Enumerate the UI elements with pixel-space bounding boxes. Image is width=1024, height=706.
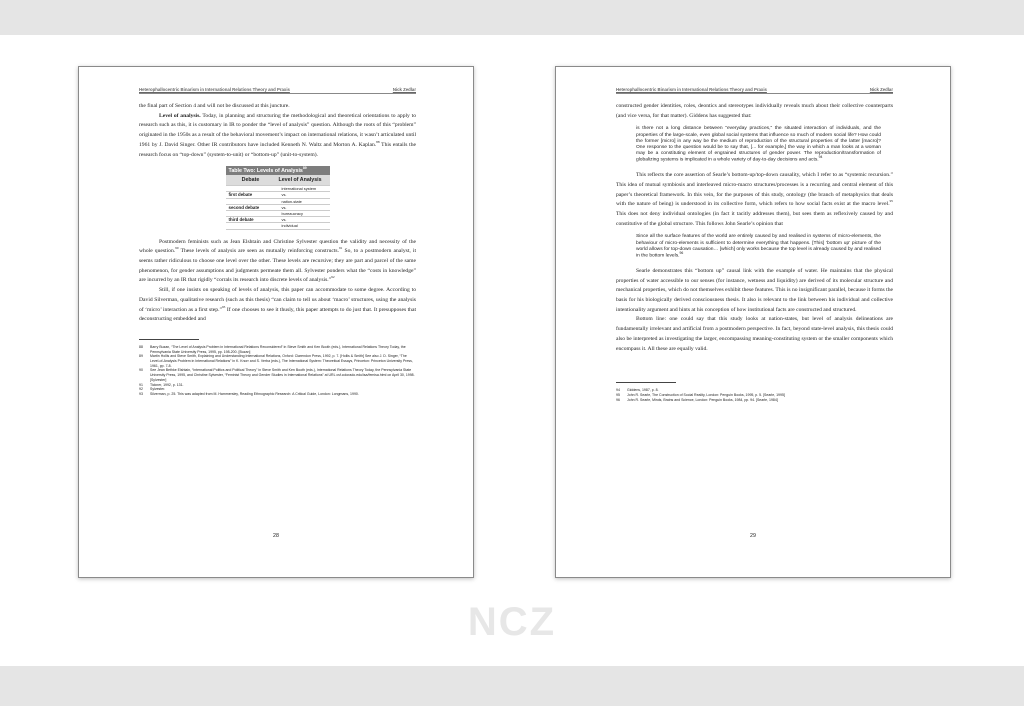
table-row: third debate vs. <box>226 217 330 223</box>
paragraph: Still, if one insists on speaking of levels of analysis, this paper can accommodate to some degree. According to David Silverman, qualitative research (such as this thesis) “can claim to tell us about ‘macro’ structures, using the analysis of ‘micro’ interaction as a first step.”$^{93}$ If one chooses to see it thusly, this paper attempts to do just that. It presupposes that deconstructing embedded and <box>139 287 416 323</box>
footnote: 88 Barry Buzan, “The Level of Analysis Problem in International Relations Reconsidered” in Steve Smith and Ken Booth (eds.), International Relations Theory Today, the Pennsylvania State University Press, 1995, pp. 198-200. [Buzan] <box>139 344 406 354</box>
watermark-logo: NCZ <box>467 600 557 644</box>
footnotes <box>616 388 893 402</box>
table-row: bureaucracy <box>226 211 330 217</box>
paragraph: Postmodern feminists such as Jean Elshtain and Christine Sylvester question the validity and necessity of the whole question.$^{90}$ These levels of analysis are seen as mutually reinforcing constructs.$^{91}$ So, to a postmodern analyst, it seems rather ridiculous to choose one level over the other. These levels are recursive; they are part and parcel of the same phenomenon, for gender assumptions and judgments permeate them all. Sylvester ponders what the “costs in knowledge” are incurred by an IR that rigidly “corrals its research into discrete levels of analysis.”$^{92}$ <box>139 238 416 284</box>
levels-of-analysis-table <box>226 166 330 229</box>
bottom-band <box>0 666 1024 706</box>
header-title: Heterophallocentric Binarism in International Relations Theory and Praxis <box>139 87 290 92</box>
table-title: Table Two: Levels of Analysis$^{89}$ <box>226 166 330 175</box>
footnotes <box>139 345 416 397</box>
paragraph: Level of analysis. Today, in planning and structuring the methodological and theoretical orientations to apply to research such as this, it is customary in IR to ponder the “level of analysis” question. Although the roots of this “problem” originated in the 1950s as a result of the behavioral movement’s impact on international relations, it wasn’t articulated until 1961 by J. David Singer. Other IR contributors have included Kenneth N. Waltz and Morton A. Kaplan.$^{88}$ This entails the research focus on “top-down” (system-to-unit) or “bottom-up” (unit-to-system). <box>139 112 416 158</box>
footnote-divider <box>139 339 199 340</box>
paragraph: constructed gender identities, roles, deontics and stereotypes individually reveals much about their collective counterparts (and vice versa, for that matter). Giddens has suggested that: <box>616 103 893 119</box>
header-author: Nick Zedlar <box>392 87 416 92</box>
page-content <box>139 87 416 397</box>
footnote: 90 See Jean Bethke Elshtain, “International Politics and Political Theory” in Steve Smith and Ken Booth (eds.), International Relations Theory Today, the Pennsylvania State University Press, 1995, and Christine Sylvester, “Feminist Theory and Gender Studies in International Relations” at URL csf.colorado.edu/isa/femisa.html on April 30, 1998. [Sylvester] <box>139 368 415 382</box>
block-quote: Since all the surface features of the world are entirely caused by and realised in systems of micro-elements, the behaviour of micro-elements is sufficient to determine everything that happens. [This] ‘bottom up’ picture of the world allows for top-down causation… [which] only works because the top level is already caused by and realised in the bottom levels.$^{96}$ <box>636 234 881 259</box>
block-quote: is there not a long distance between “everyday practices,” the situated interaction of individuals, and the properties of the large-scale, even global social systems that influence so much of modern social life? How could the former [micro] in any way be the medium of reproduction of the structural properties of the latter [macro]? One response to the question would be to say that, [... for example,] the way in which a man looks at a woman may be a constituting element of engrained structures of gender power. The reproduction/transformation of globalizing systems is implicated in a whole variety of day-to-day decisions and acts.$^{94}$ <box>636 126 881 164</box>
footnote: 93 Silverman, p. 25. This was adapted from M. Hammersley, Reading Ethnographic Research: A Critical Guide, London: Longmans, 1990. <box>139 392 359 396</box>
footnote: 89 Martin Hollis and Steve Smith, Explaining and Understanding International Relations, Oxford: Clarendon Press, 1992, p. 7. [Hollis & Smith] See also J. D. Singer, “The Level-of-Analysis Problem in International Relations” in K. Knorr and S. Verba (eds.), The International System: Theoretical Essays, Princeton: Princeton University Press, 1961, pp. 7-8. <box>139 354 413 368</box>
footnote: 96 John R. Searle, Minds, Brains and Science, London: Penguin Books, 1984, pp. 94. [Searle, 1984] <box>616 397 778 402</box>
top-band <box>0 0 1024 35</box>
table-row: individual <box>226 223 330 229</box>
page-number: 29 <box>750 533 756 539</box>
running-header <box>616 87 893 94</box>
header-title: Heterophallocentric Binarism in International Relations Theory and Praxis <box>616 87 767 92</box>
table-row: first debate vs. <box>226 192 330 198</box>
paragraph: the final part of Section 4 and will not be discussed at this juncture. <box>139 103 290 109</box>
footnote-divider <box>616 382 676 383</box>
footnote: 94 Giddens, 1987, p. 8. <box>616 388 659 393</box>
page-number: 28 <box>273 533 279 539</box>
table-header-row <box>226 175 330 185</box>
footnote: 92 Sylvester. <box>139 387 166 392</box>
column-header-level: Level of Analysis <box>278 177 322 184</box>
table-row: nation-state <box>226 199 330 205</box>
paragraph: This reflects the core assertion of Searle’s bottom-up/top-down causality, which I refer to as “systemic recursion.” This idea of mutual symbiosis and interleaved micro-macro structures/processes is a recurring and central element of this paper’s theoretical framework. In this vein, for the purposes of this study, ontology (the branch of metaphysics that deals with the nature of being) is understood in its collective form, which refers to how social facts exist at the macro level.$^{95}$ This does not deny individual ontologies (in fact it tacitly addresses them), but sees them as reflexively caused by and constitutive of the global structure. This follows John Searle’s opinion that <box>616 172 893 227</box>
document-page-29 <box>555 66 951 578</box>
document-page-28 <box>78 66 474 578</box>
paragraph: Bottom line: one could say that this study looks at nation-states, but level of analysis delineations are fundamentally irrelevant and artificial from a postmodern perspective. In fact, beyond state-level analysis, this thesis could also be interpreted as investigating the larger, encompassing meaning-constituting system or the smaller components which encompass it. All these are equally valid. <box>616 316 893 352</box>
paragraph: Searle demonstrates this “bottom up” causal link with the example of water. He maintains that the physical properties of water accessible to our senses (for instance, wetness and liquidity) are derived of its molecular structure and mechanical properties, which do not themselves exhibit these features. This is no insignificant parallel, because it forms the basis for his biologically derived consciousness thesis. It also is relevant to the link between his individual and collective intentionality argument and hints at his conception of how institutional facts are constructed and structured. <box>616 267 893 313</box>
footnote: 95 John R. Searle, The Construction of Social Reality, London: Penguin Books, 1995, p. 5. [Searle, 1995] <box>616 392 785 397</box>
footnote: 91 Tickner, 1992, p. 131. <box>139 382 184 387</box>
column-header-debate: Debate <box>241 177 260 184</box>
table-row: second debate vs. <box>226 205 330 211</box>
table-row: international system <box>226 186 330 192</box>
running-header <box>139 87 416 94</box>
page-content <box>616 87 893 402</box>
header-author: Nick Zedlar <box>869 87 893 92</box>
